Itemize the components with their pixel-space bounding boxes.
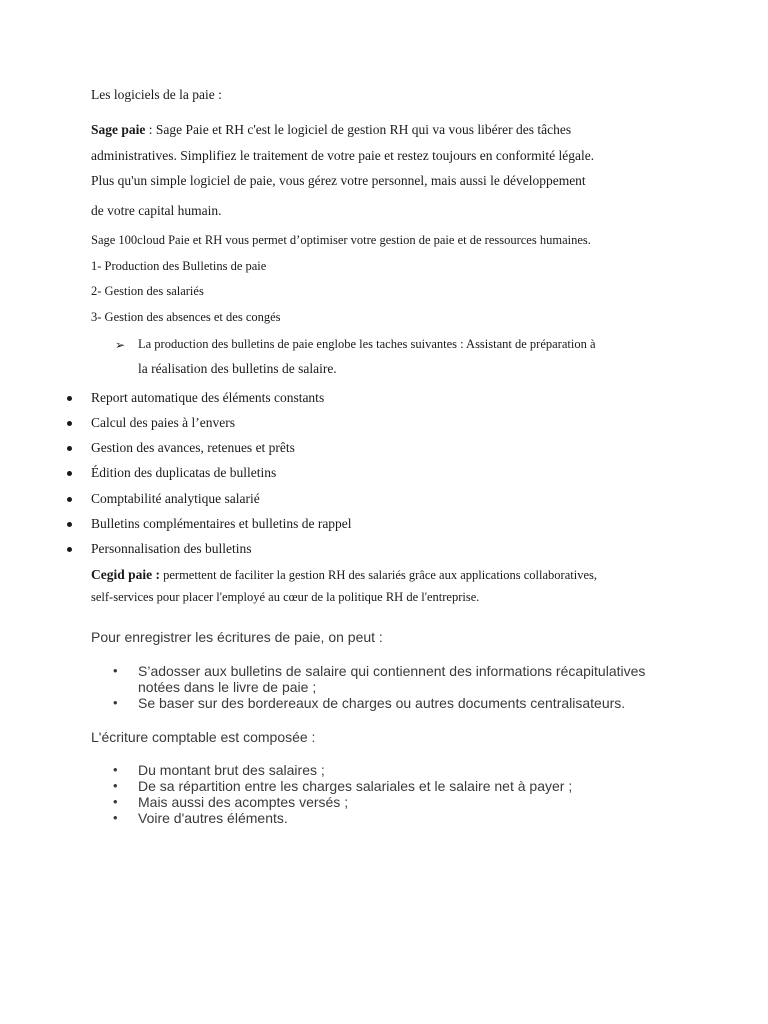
sage-label: Sage paie	[91, 122, 146, 137]
numbered-item-1: 1- Production des Bulletins de paie	[91, 259, 267, 273]
sage-paragraph-line-2: administratives. Simplifiez le traitement de votre paie et restez toujours en conformité légale.	[91, 148, 595, 163]
bullet-dot-icon	[67, 547, 72, 552]
arrow-item-line-2: la réalisation des bulletins de salaire.	[138, 361, 337, 376]
bullet-dot-icon: •	[113, 663, 118, 678]
bullet-dot-icon: •	[113, 778, 118, 793]
ecritures-item-2: Se baser sur des bordereaux de charges ou autres documents centralisateurs.	[138, 695, 626, 711]
cegid-text-1: permettent de faciliter la gestion RH des salariés grâce aux applications collaboratives,	[160, 568, 597, 582]
composee-intro: L'écriture comptable est composée :	[91, 729, 316, 745]
cegid-paragraph-line-1	[91, 567, 597, 583]
bullet-dot-icon	[67, 522, 72, 527]
cegid-paragraph-line-2: self-services pour placer l'employé au cœur de la politique RH de l'entreprise.	[91, 590, 480, 604]
bullet-dot-icon	[67, 497, 72, 502]
list-item: Bulletins complémentaires et bulletins de rappel	[91, 516, 352, 531]
list-item: Calcul des paies à l’envers	[91, 415, 235, 430]
bullet-dot-icon	[67, 471, 72, 476]
composee-item: Voire d'autres éléments.	[138, 810, 288, 826]
sage-paragraph-line-1	[91, 122, 571, 138]
ecritures-item-1-line-2: notées dans le livre de paie ;	[138, 679, 317, 695]
ecritures-item-1-line-1: S’adosser aux bulletins de salaire qui contiennent des informations récapitulatives	[138, 663, 646, 679]
arrow-item-line-1: La production des bulletins de paie englobe les taches suivantes : Assistant de préparation à	[138, 337, 596, 351]
bullet-dot-icon	[67, 421, 72, 426]
sage100-paragraph: Sage 100cloud Paie et RH vous permet d’optimiser votre gestion de paie et de ressources humaines.	[91, 233, 591, 247]
bullet-dot-icon: •	[113, 810, 118, 825]
cegid-label: Cegid paie :	[91, 567, 160, 582]
sage-text-1: : Sage Paie et RH c'est le logiciel de gestion RH qui va vous libérer des tâches	[145, 122, 572, 137]
composee-item: De sa répartition entre les charges salariales et le salaire net à payer ;	[138, 778, 573, 794]
composee-item: Du montant brut des salaires ;	[138, 762, 325, 778]
bullet-dot-icon: •	[113, 794, 118, 809]
ecritures-intro: Pour enregistrer les écritures de paie, on peut :	[91, 629, 383, 645]
section-heading: Les logiciels de la paie :	[91, 87, 222, 102]
sage-paragraph-line-4: de votre capital humain.	[91, 203, 222, 218]
bullet-dot-icon	[67, 446, 72, 451]
numbered-item-3: 3- Gestion des absences et des congés	[91, 310, 281, 324]
sage-paragraph-line-3: Plus qu'un simple logiciel de paie, vous gérez votre personnel, mais aussi le développement	[91, 173, 586, 188]
composee-item: Mais aussi des acomptes versés ;	[138, 794, 349, 810]
numbered-item-2: 2- Gestion des salariés	[91, 284, 204, 298]
list-item: Gestion des avances, retenues et prêts	[91, 440, 295, 455]
list-item: Comptabilité analytique salarié	[91, 491, 260, 506]
list-item: Édition des duplicatas de bulletins	[91, 465, 277, 480]
list-item: Report automatique des éléments constants	[91, 390, 325, 405]
bullet-dot-icon: •	[113, 762, 118, 777]
list-item: Personnalisation des bulletins	[91, 541, 252, 556]
bullet-dot-icon: •	[113, 695, 118, 710]
arrow-bullet-icon: ➢	[115, 338, 126, 352]
bullet-dot-icon	[67, 396, 72, 401]
